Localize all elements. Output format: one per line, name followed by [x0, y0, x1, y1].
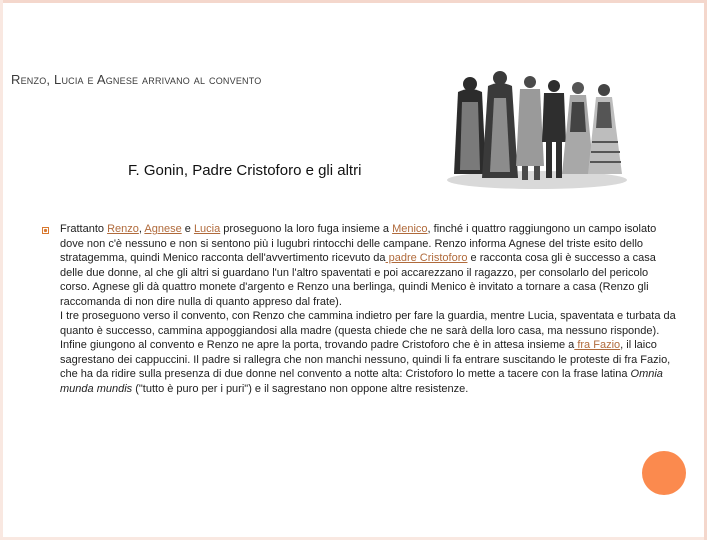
orange-bullet-icon [42, 227, 49, 234]
slide-border-right [704, 0, 707, 540]
link-renzo[interactable]: Renzo [107, 223, 139, 235]
body-paragraph [60, 222, 678, 396]
slide-border-top [0, 0, 704, 3]
text-run: , [138, 223, 145, 235]
orange-circle-decoration [642, 451, 686, 495]
page-title: Renzo, Lucia e Agnese arrivano al convento [11, 72, 262, 87]
slide-border-left [0, 0, 3, 540]
text-run: , il laico sagrestano dei cappuccini. Il padre si rallegra che non manchi nessuno, quindi li fa entrare suscitando le proteste di fra Fazio, che ha da ridire sulla presenza di due donne nel convento a notte alta: Cristoforo lo mette a tacere con la frase latina [60, 339, 671, 380]
link-padre-cristoforo[interactable]: padre Cristoforo [385, 252, 468, 264]
link-lucia[interactable]: Lucia [193, 223, 221, 235]
link-agnese[interactable]: Agnese [144, 223, 182, 235]
link-menico[interactable]: Menico [392, 223, 428, 235]
text-run: , finché i quattro raggiungono un campo isolato dove non c'è nessuno e non si sentono più i lugubri rintocchi delle campane. Renzo informa Agnese del triste esito dello stratagemma, quindi Menico racconta dell'avvertimento ricevuto da [60, 223, 657, 264]
text-run: proseguono la loro fuga insieme a [220, 223, 393, 235]
link-fra-fazio[interactable]: fra Fazio [574, 339, 621, 351]
engraving-illustration [444, 62, 630, 190]
image-caption: F. Gonin, Padre Cristoforo e gli altri [128, 162, 362, 179]
text-run: Frattanto [60, 223, 108, 235]
text-run: ("tutto è puro per i puri") e il sagrestano non oppone altre resistenze. [132, 382, 469, 395]
text-run: I tre proseguono verso il convento, con Renzo che cammina indietro per fare la guardia, mentre Lucia, spaventata e turbata da quanto è successo, cammina appoggiandosi alla madre (questa chiede che ne sarà della loro casa, ma nessuno risponde). Infine giungono al convento e Renzo ne apre la porta, trovando padre Cristoforo che è in attesa insieme a [60, 310, 676, 351]
text-run: e [181, 223, 194, 235]
text-run: e racconta cosa gli è successo a casa delle due donne, al che gli altri si guardano l'un l'altro spaventati e poi accarezzano il ragazzo, per consolarlo del pericolo corso. Agnese gli dà quattro monete d'argento e Renzo una berlinga, quindi Menico è invitato a tornare a casa (Renzo gli raccomanda di non dire nulla di quanto appreso dal frate). [60, 252, 656, 308]
latin-phrase: Omnia munda mundis [60, 368, 663, 395]
